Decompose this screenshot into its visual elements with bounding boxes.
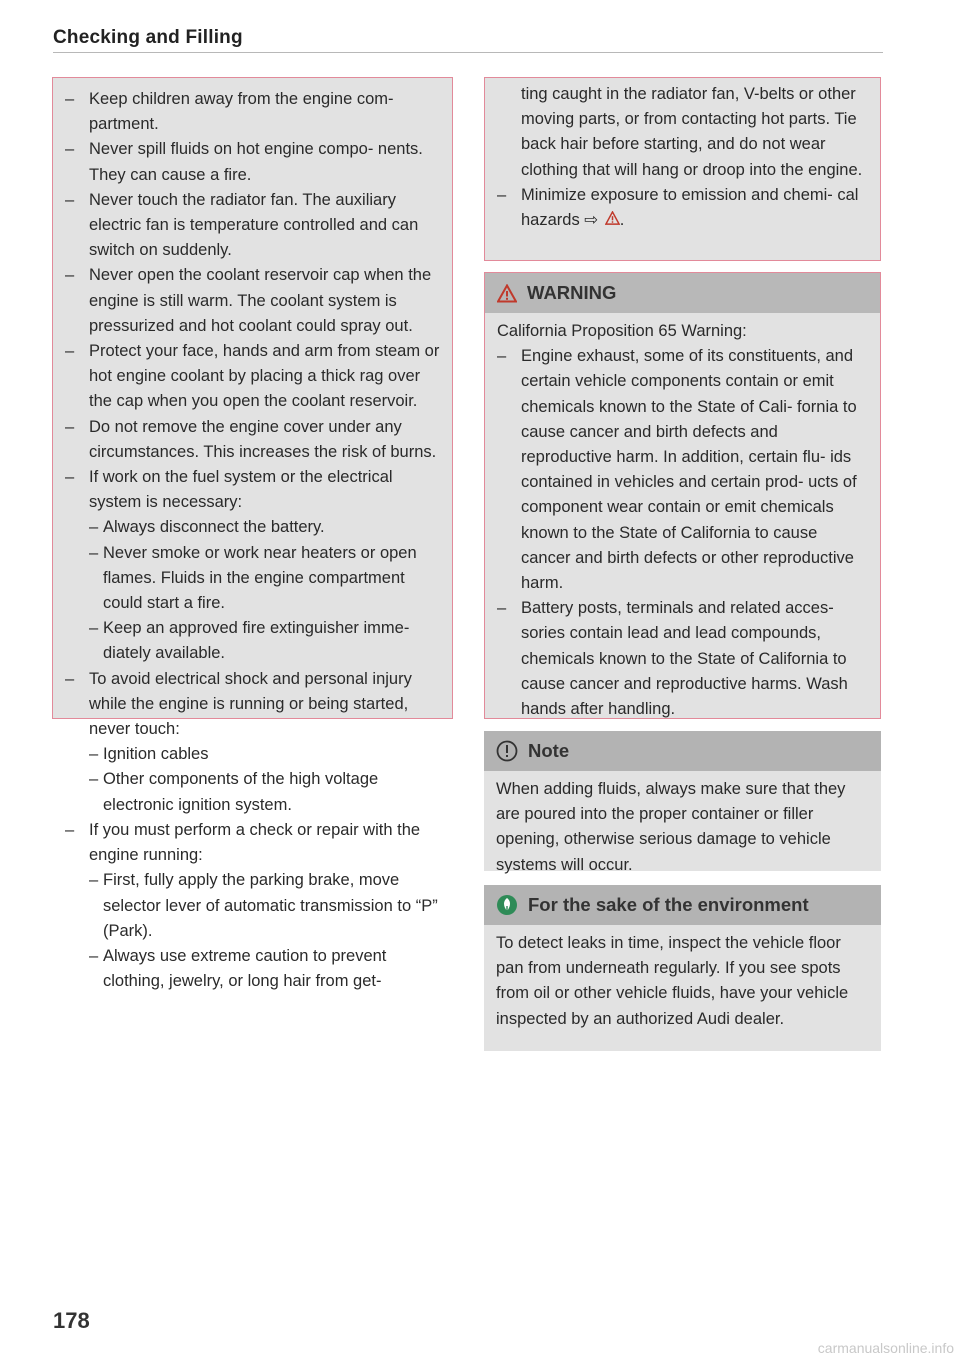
list-item-text: Protect your face, hands and arm from [89,342,371,361]
list-item: – Battery posts, terminals and related acces- sories contain lead and lead compounds, chemicals known to the State of California to cause cancer and reproductive harms. Wash hands after handling. [497,596,868,722]
safety-list [65,87,440,994]
environment-header [484,885,881,925]
page-header-title: Checking and Filling [53,27,243,48]
page-number: 178 [53,1308,90,1333]
list-item-text: Minimize exposure to emission and chemi- cal hazards [521,185,859,230]
list-item [65,415,440,465]
list-item-text: Never spill fluids on hot engine compo- [89,140,374,159]
warning-title: WARNING [527,282,617,304]
warning-callout [484,272,881,719]
list-item-text: Never touch the radiator fan. The auxiliary [89,190,396,209]
list-item [65,818,440,994]
watermark: carmanualsonline.info [817,1340,954,1356]
list-item-text: If work on the fuel system or the electrical [89,468,393,487]
list-item [65,87,440,137]
continuation-text: ting caught in the radiator fan, V-belts or other moving parts, or from contacting hot parts. Tie back hair before starting, and do not wear clothing that will hang or droop into the engine. [521,85,863,179]
safety-list [497,183,868,233]
list-item [65,137,440,187]
sub-list-item: – Always disconnect the battery. [89,515,440,540]
list-item-text-cont: circumstances. This increases the risk of burns. [89,442,437,461]
sub-list-item: – Other components of the high voltage electronic ignition system. [89,767,440,817]
sub-list [89,742,440,818]
list-item-text-cont: electric fan is temperature controlled and can switch on suddenly. [89,216,419,260]
reference-arrow-icon[interactable]: ⇨ [584,211,599,230]
warning-ref-icon[interactable] [605,208,620,233]
left-safety-box [52,77,453,991]
warning-triangle-icon [497,284,517,303]
period: . [619,211,625,230]
list-item [65,263,440,339]
environment-title: For the sake of the environment [528,894,809,916]
sub-list [89,868,440,994]
list-item [65,339,440,415]
list-item-text-cont: the engine is still warm. The coolant system is pressurized and hot coolant could spray out. [89,266,432,335]
list-item-text-cont: while the engine is running or being started, never touch: [89,694,409,739]
list-item-text: If you must perform a check or repair with [89,820,393,839]
list-item [65,465,440,667]
warning-header [485,273,880,313]
list-item-text: Keep children away from the engine com- [89,90,394,108]
note-header [484,731,881,771]
warning-list [497,344,868,722]
sub-list-item: – Always use extreme caution to prevent clothing, jewelry, or long hair from get- [89,944,440,994]
list-item-text: Do not remove the engine cover under any [89,417,402,436]
list-item: – Engine exhaust, some of its constituents, and certain vehicle components contain or emit chemicals known to the State of Cali- fornia to cause cancer and birth defects and reproductive harm. In addition, certain flu- ids contained in vehicles and certain prod- ucts of component wear contain or emit chemicals known to the State of California to cause cancer and birth defects or other reproductive harm. [497,344,868,596]
list-item-text-cont: system is necessary: [89,493,243,512]
header-divider [53,52,883,53]
list-item-text-cont: the engine running: [89,820,421,865]
environment-leaf-icon [496,894,518,916]
note-circle-icon [496,740,518,762]
sub-list-item: – Ignition cables [89,742,440,767]
list-item-text-cont: steam or hot engine coolant by placing a thick rag over the cap when you open the coolant reservoir. [89,342,440,411]
warning-intro: California Proposition 65 Warning: [497,322,747,340]
warning-body [485,313,880,722]
list-item-text-cont: nents. They can cause a fire. [89,140,423,184]
sub-list [89,515,440,666]
sub-list-item: – Never smoke or work near heaters or open flames. Fluids in the engine compartment could start a fire. [89,541,440,617]
note-callout [484,731,881,874]
list-item [65,188,440,264]
sub-list-item: – First, fully apply the parking brake, move selector lever of automatic transmission to “P” (Park). [89,868,440,944]
environment-callout [484,885,881,1051]
environment-body: To detect leaks in time, inspect the vehicle floor pan from underneath regularly. If you see spots from oil or other vehicle fluids, have your vehicle inspected by an authorized Audi dealer. [496,934,849,1028]
note-title: Note [528,740,570,762]
sub-list-item: – Keep an approved fire extinguisher imme- diately available. [89,616,440,666]
list-item [65,667,440,818]
right-safety-box [484,77,881,261]
note-body: When adding fluids, always make sure that they are poured into the proper container or filler opening, otherwise serious damage to vehicle systems will occur. [496,780,846,874]
list-item-text: Never open the coolant reservoir cap when [89,266,404,285]
list-item [497,183,868,233]
list-item-text-cont: partment. [89,115,159,134]
list-item-text: To avoid electrical shock and personal injury [89,669,412,688]
